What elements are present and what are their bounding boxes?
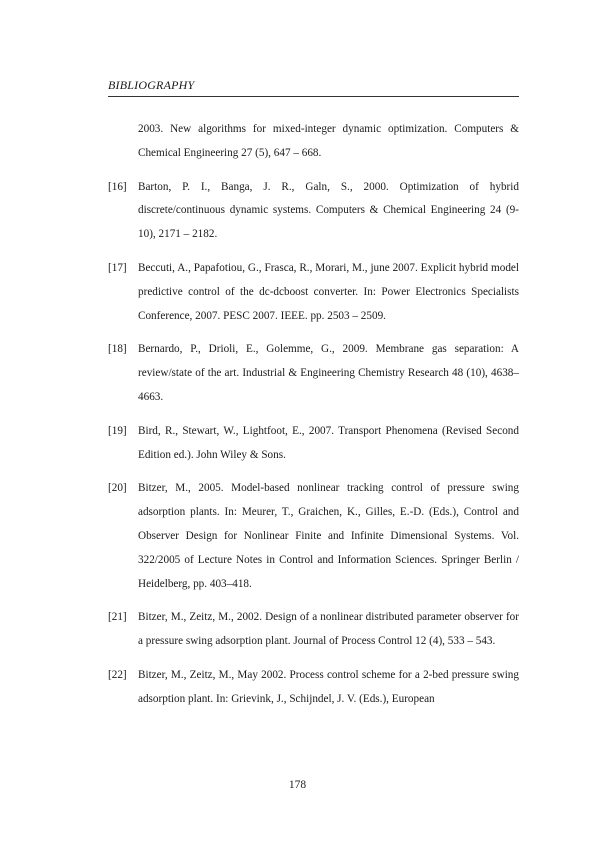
reference-item-21 [108, 606, 519, 654]
reference-text: Barton, P. I., Banga, J. R., Galn, S., 2000. Optimization of hybrid discrete/continuous dynamic systems. Computers & Chemical Engineering 24 (9-10), 2171 – 2182. [138, 180, 519, 241]
header-title: BIBLIOGRAPHY [108, 78, 195, 92]
reference-list [108, 118, 519, 722]
reference-number: [16] [108, 180, 127, 193]
reference-number: [22] [108, 668, 127, 681]
reference-text: Bitzer, M., 2005. Model-based nonlinear tracking control of pressure swing adsorption plants. In: Meurer, T., Graichen, K., Gilles, E.-D. (Eds.), Control and Observer Design for Nonlinear Finite and Infinite Dimensional Systems. Vol. 322/2005 of Lecture Notes in Control and Information Sciences. Springer Berlin / Heidelberg, pp. 403–418. [138, 482, 519, 590]
reference-number: [20] [108, 482, 127, 495]
reference-text: Bird, R., Stewart, W., Lightfoot, E., 2007. Transport Phenomena (Revised Second Edition ed.). John Wiley & Sons. [138, 424, 519, 461]
reference-text: Beccuti, A., Papafotiou, G., Frasca, R., Morari, M., june 2007. Explicit hybrid model predictive control of the dc-dcboost converter. In: Power Electronics Specialists Conference, 2007. PESC 2007. IEEE. pp. 2503 – 2509. [138, 261, 519, 322]
reference-text: 2003. New algorithms for mixed-integer dynamic optimization. Computers & Chemical Engineering 27 (5), 647 – 668. [138, 123, 519, 159]
reference-item-20 [108, 477, 519, 596]
reference-item-22 [108, 664, 519, 712]
reference-number: [21] [108, 611, 127, 624]
reference-continuation [108, 118, 519, 166]
page-number: 178 [288, 779, 307, 791]
reference-number: [17] [108, 261, 127, 274]
reference-text: Bitzer, M., Zeitz, M., May 2002. Process control scheme for a 2-bed pressure swing adsorption plant. In: Grievink, J., Schijndel, J. V. (Eds.), European [138, 668, 519, 705]
reference-text: Bitzer, M., Zeitz, M., 2002. Design of a nonlinear distributed parameter observer for a pressure swing adsorption plant. Journal of Process Control 12 (4), 533 – 543. [138, 611, 519, 648]
reference-number: [19] [108, 424, 127, 437]
reference-item-19 [108, 420, 519, 468]
running-header [108, 76, 519, 97]
reference-item-17 [108, 257, 519, 328]
reference-item-18 [108, 338, 519, 409]
reference-number: [18] [108, 343, 127, 356]
reference-text: Bernardo, P., Drioli, E., Golemme, G., 2009. Membrane gas separation: A review/state of the art. Industrial & Engineering Chemistry Research 48 (10), 4638–4663. [138, 343, 519, 403]
reference-item-16 [108, 176, 519, 247]
